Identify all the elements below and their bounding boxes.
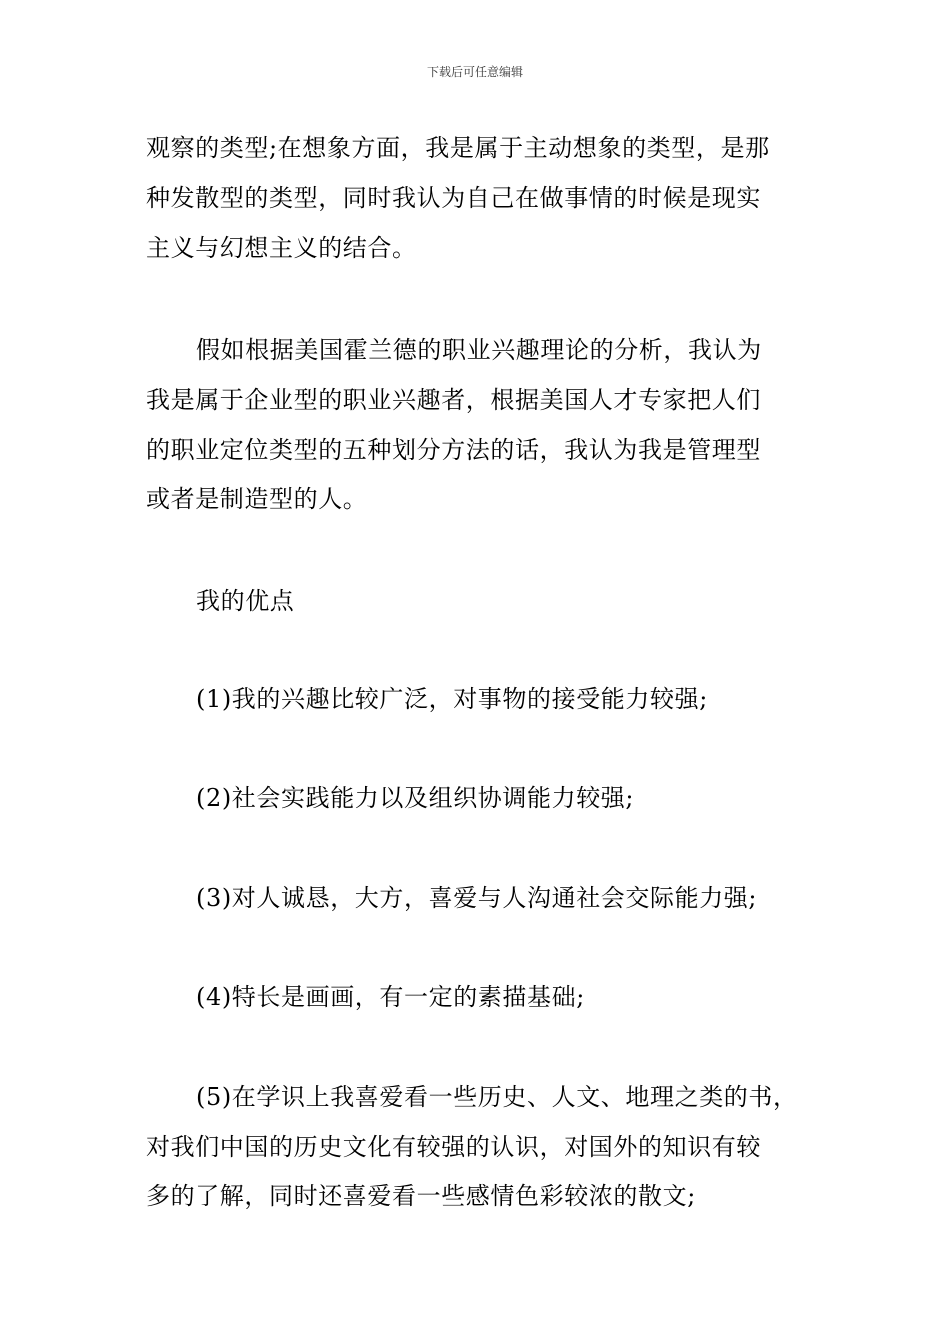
list-item: (1)我的兴趣比较广泛，对事物的接受能力较强;: [196, 685, 708, 713]
paragraph-line: 主义与幻想主义的结合。: [146, 234, 417, 262]
page-header: 下载后可任意编辑: [426, 65, 523, 79]
paragraph-line: 种发散型的类型，同时我认为自己在做事情的时候是现实: [146, 184, 761, 212]
paragraph-line: 对我们中国的历史文化有较强的认识，对国外的知识有较: [146, 1133, 761, 1161]
paragraph-line: 我是属于企业型的职业兴趣者，根据美国人才专家把人们: [146, 386, 761, 414]
list-item: (2)社会实践能力以及组织协调能力较强;: [196, 784, 635, 812]
list-item: (4)特长是画画，有一定的素描基础;: [196, 983, 585, 1011]
paragraph-line: 观察的类型;在想象方面，我是属于主动想象的类型，是那: [146, 134, 770, 162]
section-heading: 我的优点: [196, 587, 295, 615]
paragraph-line: 多的了解，同时还喜爱看一些感情色彩较浓的散文;: [146, 1182, 696, 1210]
list-item: (5)在学识上我喜爱看一些历史、人文、地理之类的书，: [196, 1083, 798, 1111]
paragraph-line: 的职业定位类型的五种划分方法的话，我认为我是管理型: [146, 436, 761, 464]
paragraph-line: 假如根据美国霍兰德的职业兴趣理论的分析，我认为: [196, 336, 762, 364]
list-item: (3)对人诚恳，大方，喜爱与人沟通社会交际能力强;: [196, 884, 758, 912]
paragraph-line: 或者是制造型的人。: [146, 485, 368, 513]
